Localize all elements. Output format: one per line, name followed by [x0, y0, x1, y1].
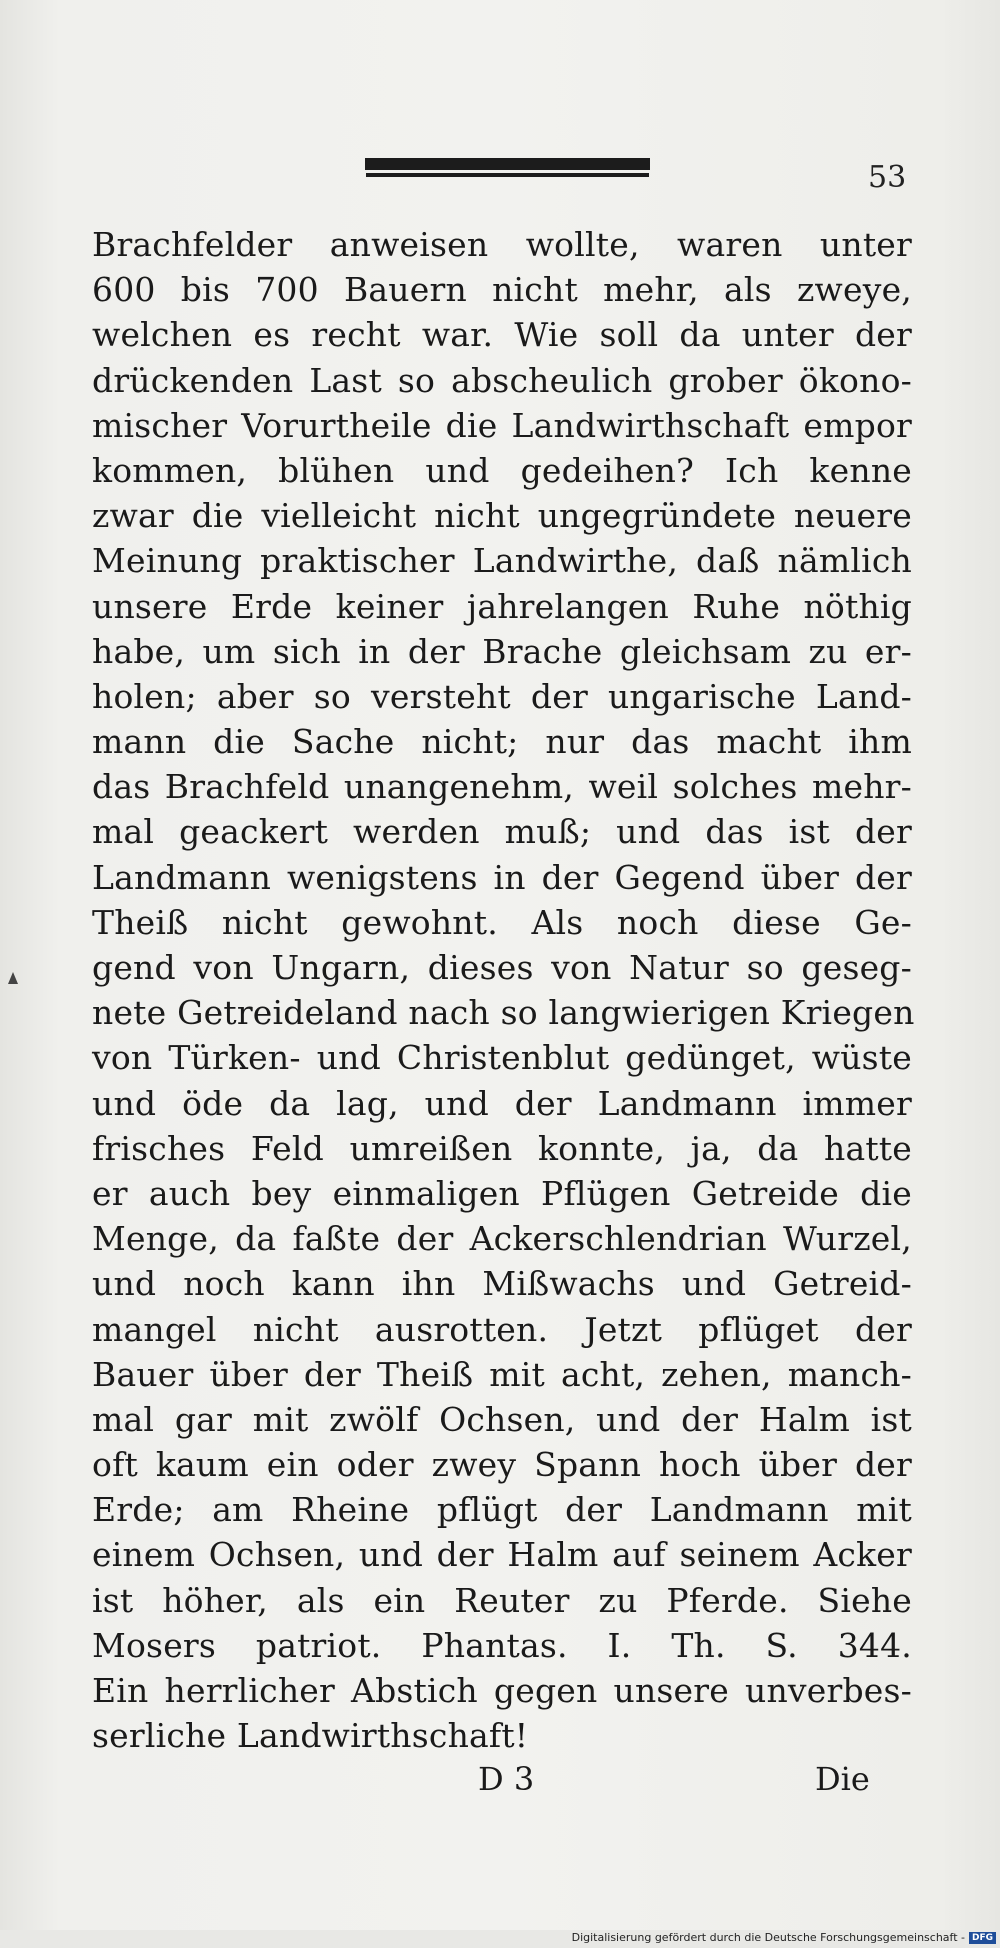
text-line: ist höher, als ein Reuter zu Pferde. Siehe — [92, 1580, 912, 1620]
text-line: Erde; am Rheine pflügt der Landmann mit — [92, 1490, 912, 1530]
text-line: gend von Ungarn, dieses von Natur so geseg- — [92, 948, 912, 987]
text-line: serliche Landwirthschaft! — [92, 1716, 529, 1756]
text-line: frisches Feld umreißen konnte, ja, da hatte — [92, 1128, 912, 1168]
text-line: Menge, da faßte der Ackerschlendrian Wurzel, — [92, 1219, 912, 1259]
text-line: von Türken- und Christenblut gedünget, wüste — [92, 1038, 912, 1078]
text-line: das Brachfeld unangenehm, weil solches mehr- — [92, 767, 912, 807]
text-line: mal geackert werden muß; und das ist der — [92, 812, 912, 852]
funding-notice — [572, 1931, 996, 1944]
body-text — [92, 222, 915, 1758]
header-rule — [365, 158, 650, 173]
margin-mark — [8, 972, 18, 984]
text-line: welchen es recht war. Wie soll da unter der — [92, 315, 912, 355]
text-line: kommen, blühen und gedeihen? Ich kenne — [92, 450, 912, 490]
text-line: drückenden Last so abscheulich grober ökono- — [92, 360, 912, 400]
text-line: Brachfelder anweisen wollte, waren unter — [92, 225, 912, 264]
text-line: habe, um sich in der Brache gleichsam zu er- — [92, 631, 912, 671]
text-line: oft kaum ein oder zwey Spann hoch über der — [92, 1445, 912, 1485]
text-line: er auch bey einmaligen Pflügen Getreide die — [92, 1173, 912, 1213]
text-line: mann die Sache nicht; nur das macht ihm — [92, 722, 912, 762]
text-line: Mosers patriot. Phantas. I. Th. S. 344. — [92, 1625, 912, 1665]
catchword: Die — [815, 1760, 870, 1798]
text-line: Bauer über der Theiß mit acht, zehen, manch- — [92, 1354, 912, 1394]
text-line: mal gar mit zwölf Ochsen, und der Halm ist — [92, 1399, 912, 1439]
text-line: mischer Vorurtheile die Landwirthschaft empor — [92, 405, 912, 445]
page-number: 53 — [868, 160, 907, 195]
text-line: und noch kann ihn Mißwachs und Getreid- — [92, 1264, 912, 1304]
text-line: holen; aber so versteht der ungarische Land- — [92, 676, 912, 716]
text-line: Ein herrlicher Abstich gegen unsere unverbes- — [92, 1671, 912, 1710]
text-line: 600 bis 700 Bauern nicht mehr, als zweye, — [92, 270, 912, 310]
dfg-logo: DFG — [969, 1932, 996, 1944]
text-line: und öde da lag, und der Landmann immer — [92, 1083, 912, 1123]
signature-mark: D 3 — [478, 1760, 535, 1798]
text-line: Landmann wenigstens in der Gegend über der — [92, 857, 912, 897]
text-line: unsere Erde keiner jahrelangen Ruhe nöthig — [92, 586, 912, 626]
text-line: einem Ochsen, und der Halm auf seinem Acker — [92, 1535, 912, 1575]
text-line: zwar die vielleicht nicht ungegründete neuere — [92, 496, 912, 536]
text-line: mangel nicht ausrotten. Jetzt pflüget der — [92, 1309, 912, 1349]
text-line: Meinung praktischer Landwirthe, daß nämlich — [92, 541, 912, 581]
text-line: nete Getreideland nach so langwierigen Kriegen — [92, 993, 915, 1033]
text-line: Theiß nicht gewohnt. Als noch diese Ge- — [92, 902, 912, 942]
funding-text: Digitalisierung gefördert durch die Deutsche Forschungsgemeinschaft - — [571, 1931, 965, 1944]
